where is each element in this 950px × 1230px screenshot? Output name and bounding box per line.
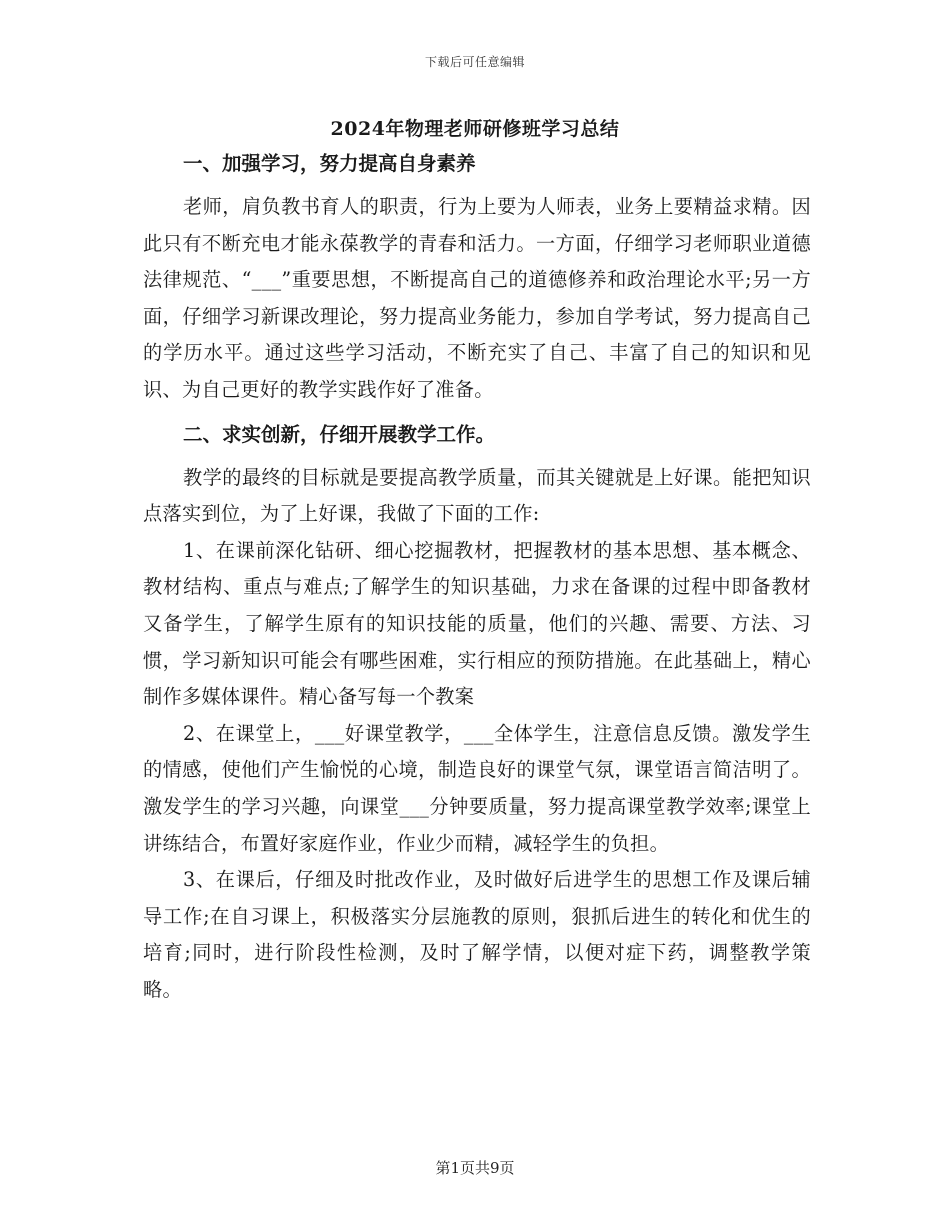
section-heading-2: 二、求实创新，仔细开展教学工作。 xyxy=(183,422,496,446)
section-heading-1: 一、加强学习，努力提高自身素养 xyxy=(183,152,476,175)
paragraph: 教学的最终的目标就是要提高教学质量，而其关键就是上好课。能把知识点落实到位，为了上好课，我做了下面的工作: xyxy=(143,465,811,526)
page-number-footer: 第1页共9页 xyxy=(435,1159,515,1177)
header-note: 下载后可任意编辑 xyxy=(424,55,525,69)
paragraph: 3、在课后，仔细及时批改作业，及时做好后进学生的思想工作及课后辅导工作;在自习课上，积极落实分层施教的原则，狠抓后进生的转化和优生的培育;同时，进行阶段性检测，及时了解学情，以便对症下药，调整教学策略。 xyxy=(143,868,811,1001)
document-title: 2024年物理老师研修班学习总结 xyxy=(330,118,620,140)
paragraph: 1、在课前深化钻研、细心挖掘教材，把握教材的基本思想、基本概念、教材结构、重点与难点;了解学生的知识基础，力求在备课的过程中即备教材又备学生，了解学生原有的知识技能的质量，他们的兴趣、需要、方法、习惯，学习新知识可能会有哪些困难，实行相应的预防措施。在此基础上，精心制作多媒体课件。精心备写每一个教案 xyxy=(143,538,811,709)
document-body xyxy=(143,150,811,1008)
paragraph: 2、在课堂上，___好课堂教学，___全体学生，注意信息反馈。激发学生的情感，使他们产生愉悦的心境，制造良好的课堂气氛，课堂语言简洁明了。激发学生的学习兴趣，向课堂___分钟要质量，努力提高课堂教学效率;课堂上讲练结合，布置好家庭作业，作业少而精，减轻学生的负担。 xyxy=(143,721,811,855)
paragraph: 老师，肩负教书育人的职责，行为上要为人师表，业务上要精益求精。因此只有不断充电才能永葆教学的青春和活力。一方面，仔细学习老师职业道德法律规范、“___”重要思想，不断提高自己的道德修养和政治理论水平;另一方面，仔细学习新课改理论，努力提高业务能力，参加自学考试，努力提高自己的学历水平。通过这些学习活动，不断充实了自己、丰富了自己的知识和见识、为自己更好的教学实践作好了准备。 xyxy=(143,195,811,401)
